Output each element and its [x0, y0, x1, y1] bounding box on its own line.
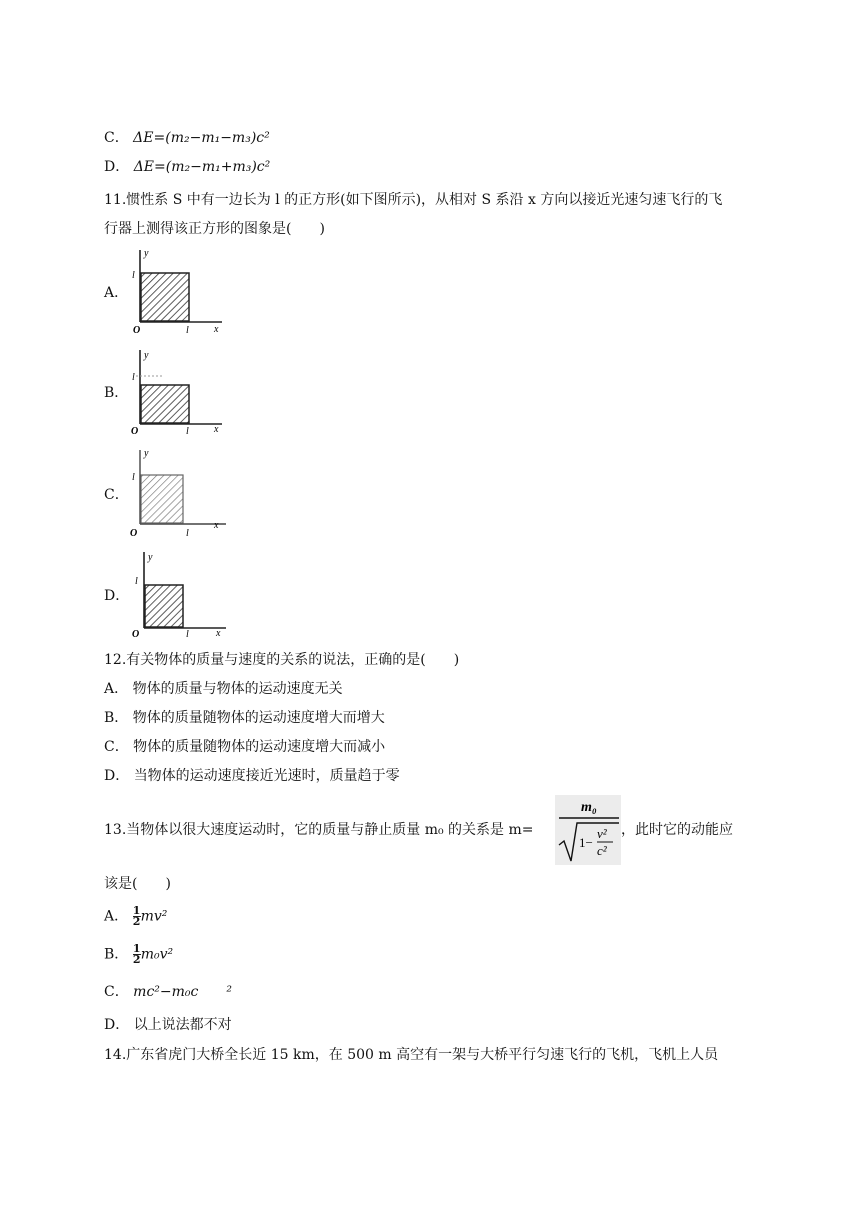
formula-root-one: 1−: [579, 835, 593, 850]
q11-figure-d: [122, 548, 232, 640]
svg-text:x: x: [214, 520, 219, 531]
svg-text:x: x: [214, 324, 219, 335]
option-label: C．: [104, 739, 129, 755]
option-label: D．: [104, 159, 130, 175]
formula-c2: c²: [597, 843, 607, 858]
q11-option-b-label: B．: [104, 385, 129, 401]
svg-text:y: y: [144, 448, 149, 459]
option-label: B．: [104, 946, 129, 963]
q13-stem-line1-a: 13.当物体以很大速度运动时，它的质量与静止质量 m₀ 的关系是 m=: [104, 822, 534, 838]
q11-option-d-label: D．: [104, 588, 130, 604]
option-label: C．: [104, 130, 129, 146]
q11-option-a-label: A．: [104, 285, 129, 301]
svg-text:O: O: [132, 629, 140, 640]
q11-figure-b: [122, 346, 232, 438]
svg-text:l: l: [135, 576, 138, 587]
option-label: D．: [104, 1017, 130, 1033]
q13-stem-line1-b: ，此时它的动能应: [621, 822, 733, 838]
half-fraction: $\frac{1}{2}$: [132, 942, 141, 966]
option-label: A．: [104, 681, 129, 697]
svg-text:l: l: [186, 426, 189, 437]
q12-option-d: [104, 766, 400, 786]
option-text: ΔE=(m₂−m₁+m₃)c²: [133, 159, 271, 175]
svg-text:O: O: [133, 325, 141, 336]
option-label: A．: [104, 908, 129, 925]
q12-stem: 12.有关物体的质量与速度的关系的说法，正确的是( ): [104, 652, 460, 668]
svg-text:l: l: [132, 372, 135, 383]
formula-numerator: m₀: [581, 800, 597, 815]
option-text: m₀v²: [140, 946, 174, 963]
option-c-q10: [104, 128, 270, 148]
svg-text:O: O: [131, 426, 139, 437]
option-text: 物体的质量随物体的运动速度增大而增大: [132, 710, 385, 726]
option-text: mv²: [140, 908, 168, 925]
svg-text:y: y: [144, 350, 149, 361]
q13-option-c: [104, 982, 232, 1002]
formula-v2: v²: [597, 826, 607, 841]
q12-option-c: [104, 737, 385, 757]
q11-stem-line2: 行器上测得该正方形的图象是( ): [104, 221, 325, 237]
axis-y-label: y: [144, 248, 149, 259]
q13-stem-line2: 该是( ): [104, 876, 171, 892]
option-text: mc²−m₀c ²: [133, 984, 232, 1000]
svg-text:l: l: [186, 629, 189, 640]
q11-stem-line1: 11.惯性系 S 中有一边长为 l 的正方形(如下图所示)，从相对 S 系沿 x 方向以接近光速匀速飞行的飞: [104, 192, 723, 208]
q12-option-b: [104, 708, 385, 728]
svg-text:l: l: [132, 270, 135, 281]
svg-text:y: y: [148, 552, 153, 563]
option-text: 物体的质量与物体的运动速度无关: [132, 681, 343, 697]
option-label: B．: [104, 710, 129, 726]
option-text: ΔE=(m₂−m₁−m₃)c²: [133, 130, 270, 146]
option-text: 当物体的运动速度接近光速时，质量趋于零: [133, 768, 400, 784]
svg-text:x: x: [214, 424, 219, 435]
option-label: D．: [104, 768, 130, 784]
svg-text:l: l: [186, 528, 189, 538]
q11-option-c-label: C．: [104, 487, 129, 503]
q12-option-a: [104, 679, 343, 699]
half-fraction: $\frac{1}{2}$: [132, 904, 141, 928]
svg-text:O: O: [130, 528, 138, 538]
svg-text:x: x: [216, 628, 221, 639]
q11-figure-a: [122, 246, 232, 338]
option-d-q10: [104, 157, 270, 177]
q14-stem-line1: 14.广东省虎门大桥全长近 15 km，在 500 m 高空有一架与大桥平行匀速飞行的飞机，飞机上人员: [104, 1047, 719, 1063]
option-text: 物体的质量随物体的运动速度增大而减小: [133, 739, 386, 755]
option-label: C．: [104, 984, 129, 1000]
option-text: 以上说法都不对: [133, 1017, 232, 1033]
q13-option-b: [104, 944, 173, 965]
q13-option-a: [104, 906, 167, 927]
q11-figure-c: [122, 446, 232, 538]
q13-option-d: [104, 1015, 232, 1035]
svg-text:l: l: [186, 325, 189, 336]
relativistic-mass-formula: [555, 795, 621, 865]
svg-text:l: l: [132, 472, 135, 483]
